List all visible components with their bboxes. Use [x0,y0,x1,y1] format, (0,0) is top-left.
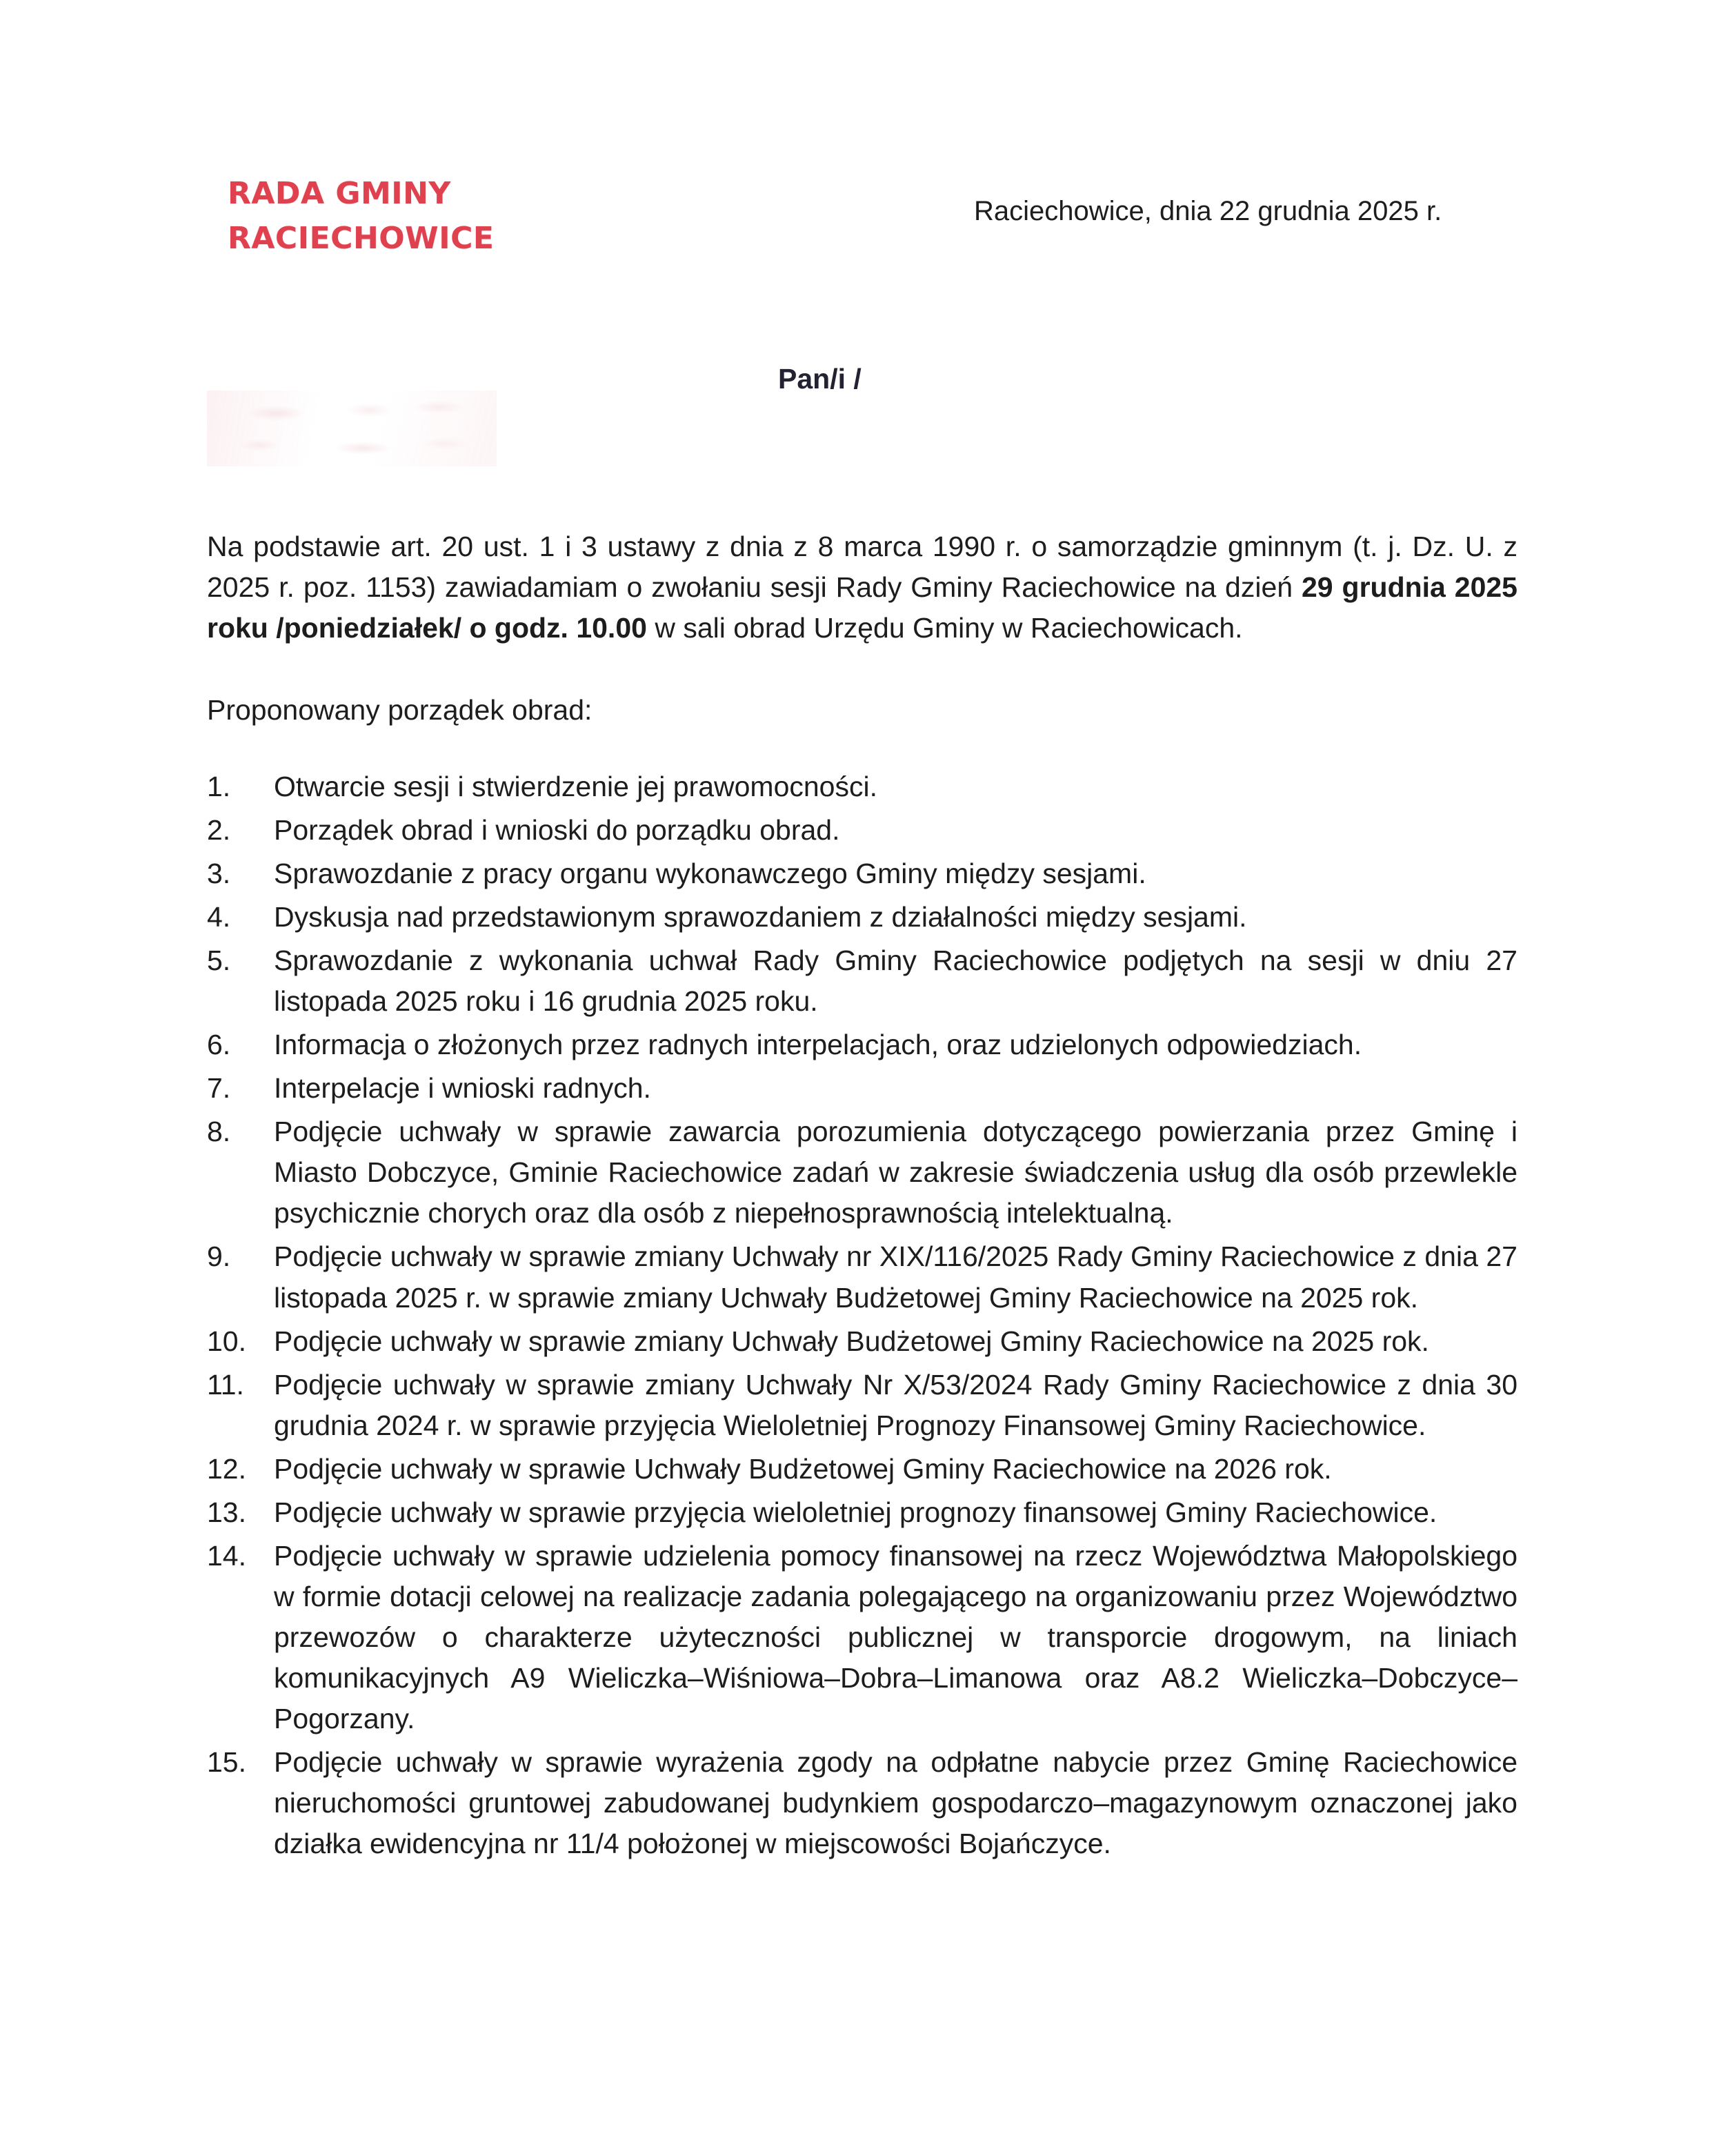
agenda-list [207,767,1517,1864]
agenda-item-8 [207,1111,1517,1234]
agenda-item-3 [207,853,1517,894]
agenda-item-12 [207,1449,1517,1490]
agenda-item-1 [207,767,1517,807]
agenda-item-text: Sprawozdanie z pracy organu wykonawczego Gminy między sesjami. [274,858,1146,890]
agenda-item-number: 3. [207,858,231,890]
agenda-item-number: 9. [207,1240,231,1273]
agenda-item-number: 14. [207,1539,246,1572]
agenda-item-14 [207,1536,1517,1739]
agenda-item-5 [207,940,1517,1022]
agenda-item-number: 1. [207,771,231,803]
intro-part-2: w sali obrad Urzędu Gminy w Raciechowicach. [646,612,1243,644]
agenda-item-6 [207,1025,1517,1065]
agenda-item-10 [207,1321,1517,1362]
agenda-item-11 [207,1365,1517,1446]
agenda-item-number: 2. [207,814,231,847]
agenda-item-number: 13. [207,1496,246,1528]
agenda-item-number: 12. [207,1452,246,1485]
agenda-item-number: 5. [207,945,231,977]
council-stamp [228,174,494,259]
intro-part-1: Na podstawie art. 20 ust. 1 i 3 ustawy z dnia z 8 marca 1990 r. o samorządzie gminnym (t. j. Dz. U. z 2025 r. poz. 1153) zawiadamiam o zwołaniu sesji Rady Gminy Raciechowice na dzień [207,531,1517,604]
agenda-item-number: 11. [207,1368,244,1401]
agenda-item-text: Interpelacje i wnioski radnych. [274,1072,651,1105]
stamp-line-raciechowice: RACIECHOWICE [228,220,495,256]
agenda-item-15 [207,1742,1517,1864]
agenda-item-text: Podjęcie uchwały w sprawie Uchwały Budżetowej Gminy Raciechowice na 2026 rok. [274,1452,1332,1485]
agenda-item-text: Informacja o złożonych przez radnych interpelacjach, oraz udzielonych odpowiedziach. [274,1029,1362,1061]
agenda-item-text: Podjęcie uchwały w sprawie przyjęcia wieloletniej prognozy finansowej Gminy Raciechowice. [274,1496,1437,1528]
place-and-date: Raciechowice, dnia 22 grudnia 2025 r. [974,196,1442,226]
addressee-label: Pan/i / [778,363,862,395]
agenda-item-text: Podjęcie uchwały w sprawie zmiany Uchwały Nr X/53/2024 Rady Gminy Raciechowice z dnia 30 grudnia 2024 r. w sprawie przyjęcia Wieloletniej Prognozy Finansowej Gminy Raciechowice. [274,1368,1517,1441]
agenda-item-7 [207,1068,1517,1109]
intro-paragraph [207,526,1517,649]
agenda-item-13 [207,1492,1517,1533]
agenda-item-number: 15. [207,1745,246,1778]
agenda-item-text: Dyskusja nad przedstawionym sprawozdaniem z działalności między sesjami. [274,901,1247,933]
agenda-item-text: Podjęcie uchwały w sprawie wyrażenia zgody na odpłatne nabycie przez Gminę Raciechowice nieruchomości gruntowej zabudowanej budynkiem gospodarczo–magazynowym oznaczonej jako działka ewidencyjna nr 11/4 położonej w miejscowości Bojańczyce. [274,1745,1517,1859]
agenda-item-text: Podjęcie uchwały w sprawie zmiany Uchwały Budżetowej Gminy Raciechowice na 2025 rok. [274,1325,1429,1357]
agenda-item-text: Porządek obrad i wnioski do porządku obrad. [274,814,840,847]
agenda-item-text: Podjęcie uchwały w sprawie zmiany Uchwały nr XIX/116/2025 Rady Gminy Raciechowice z dnia 27 listopada 2025 r. w sprawie zmiany Uchwały Budżetowej Gminy Raciechowice na 2025 rok. [274,1240,1517,1314]
agenda-item-2 [207,810,1517,851]
agenda-item-text: Sprawozdanie z wykonania uchwał Rady Gminy Raciechowice podjętych na sesji w dniu 27 listopada 2025 roku i 16 grudnia 2025 roku. [274,945,1517,1018]
agenda-item-text: Otwarcie sesji i stwierdzenie jej prawomocności. [274,771,877,803]
stamp-line-rada-gminy: RADA GMINY [228,176,451,211]
intro-session-datetime: 29 grudnia 2025 roku /poniedziałek/ o godz. 10.00 [207,571,1517,644]
agenda-item-text: Podjęcie uchwały w sprawie zawarcia porozumienia dotyczącego powierzania przez Gminę i Miasto Dobczyce, Gminie Raciechowice zadań w zakresie świadczenia usług dla osób przewlekle psychicznie chorych oraz dla osób z niepełnosprawnością intelektualną. [274,1116,1517,1229]
agenda-item-number: 8. [207,1116,231,1148]
agenda-item-text: Podjęcie uchwały w sprawie udzielenia pomocy finansowej na rzecz Województwa Małopolskiego w formie dotacji celowej na realizacje zadania polegającego na organizowaniu przez Województwo przewozów o charakterze użyteczności publicznej w transporcie drogowym, na liniach komunikacyjnych A9 Wieliczka–Wiśniowa–Dobra–Limanowa oraz A8.2 Wieliczka–Dobczyce–Pogorzany. [274,1539,1517,1734]
agenda-heading: Proponowany porządek obrad: [207,694,593,726]
agenda-item-number: 7. [207,1072,231,1105]
agenda-item-number: 4. [207,901,231,933]
agenda-item-number: 6. [207,1029,231,1061]
agenda-item-4 [207,897,1517,938]
document-body [207,498,1517,1875]
redacted-text-area [207,390,497,466]
agenda-item-9 [207,1236,1517,1318]
agenda-item-number: 10. [207,1325,246,1357]
